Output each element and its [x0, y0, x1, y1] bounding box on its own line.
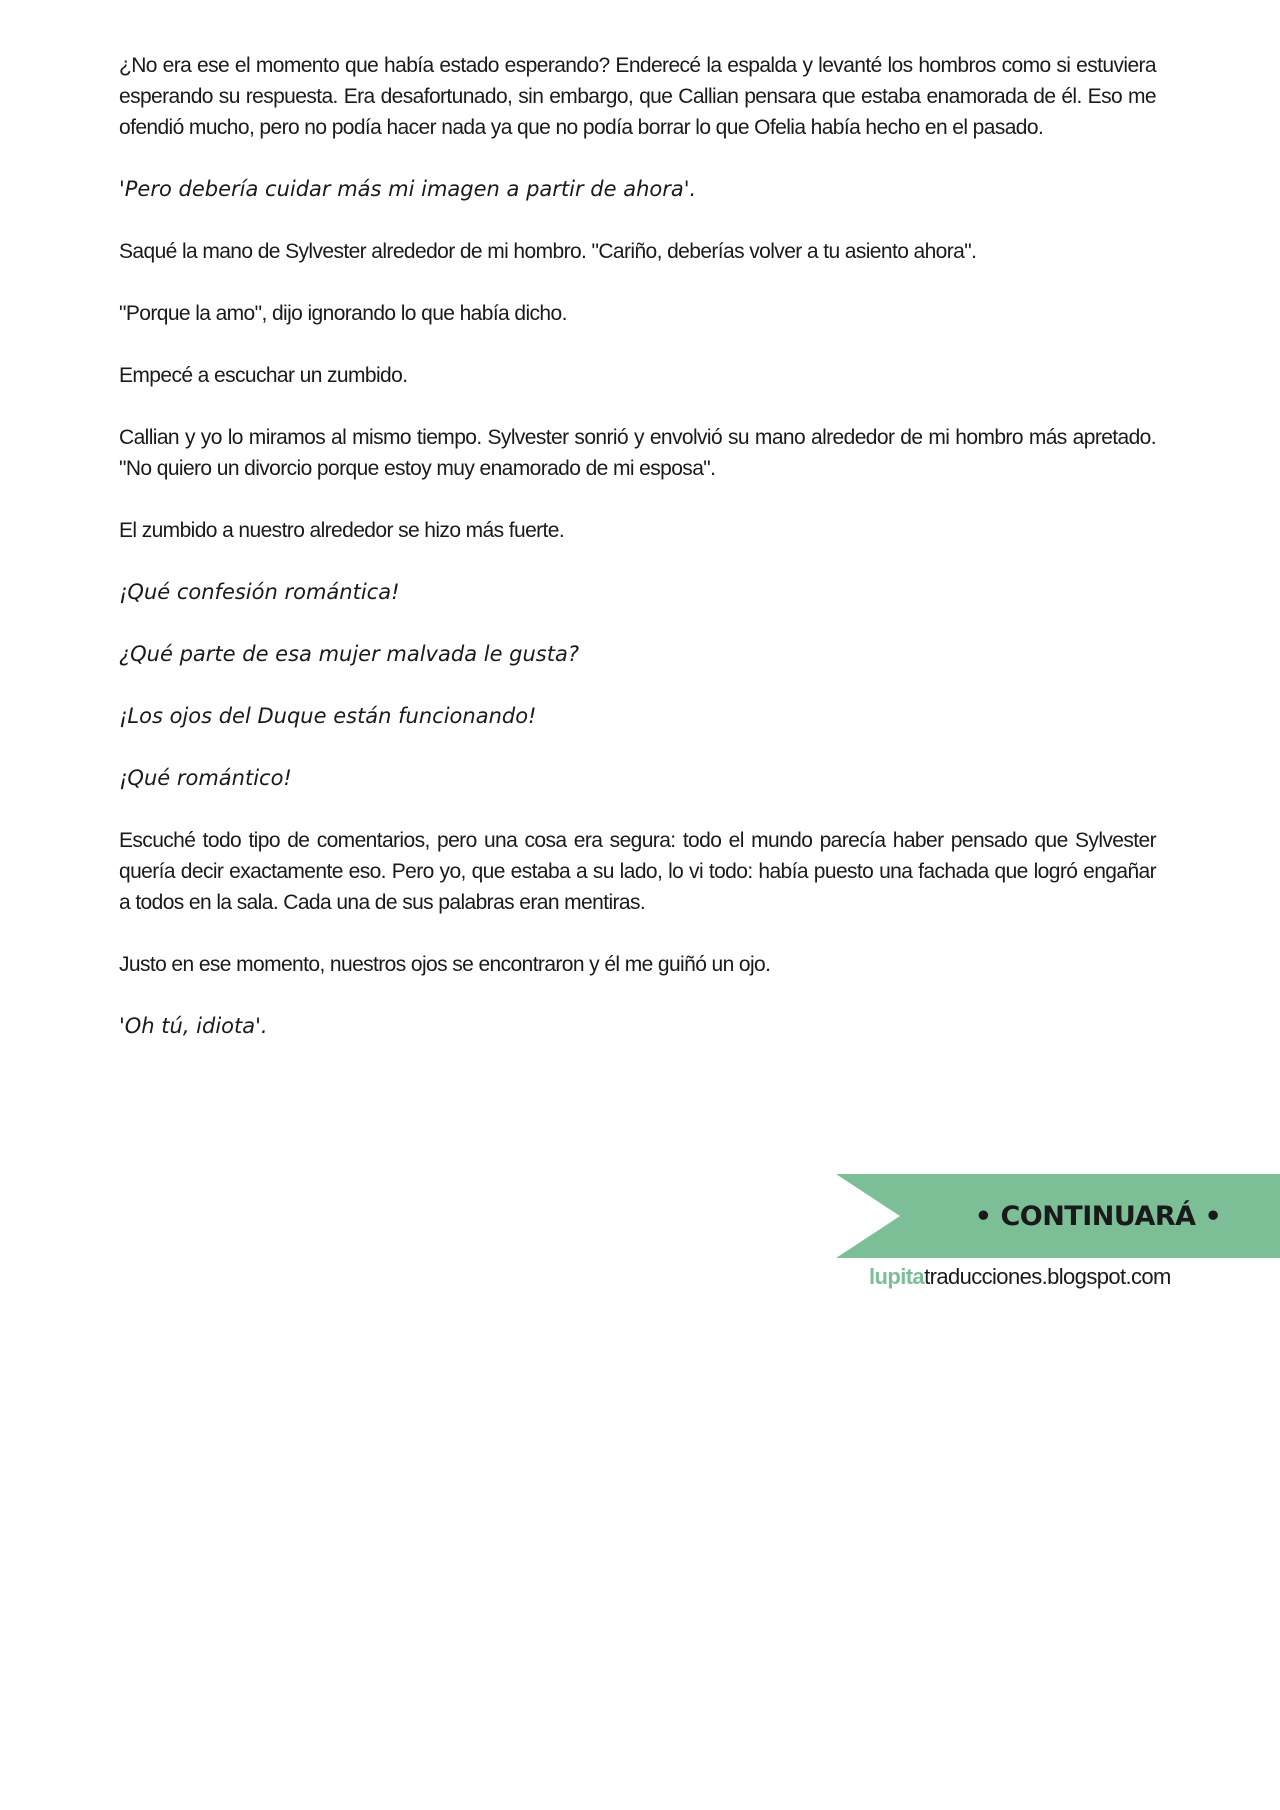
paragraph: "Porque la amo", dijo ignorando lo que había dicho. [119, 302, 567, 325]
paragraph: ¿Qué parte de esa mujer malvada le gusta? [119, 642, 579, 666]
paragraph: ¡Qué romántico! [119, 766, 292, 790]
paragraph: Callian y yo lo miramos al mismo tiempo. Sylvester sonrió y envolvió su mano alrededor de mi hombro más apretado. "No quiero un divorcio porque estoy muy enamorado de mi esposa". [119, 426, 1156, 480]
paragraph: Empecé a escuchar un zumbido. [119, 364, 408, 387]
paragraph: Justo en ese momento, nuestros ojos se encontraron y él me guiñó un ojo. [119, 953, 771, 976]
paragraph: Saqué la mano de Sylvester alrededor de mi hombro. "Cariño, deberías volver a tu asiento ahora". [119, 240, 977, 263]
paragraph: 'Oh tú, idiota'. [119, 1014, 268, 1038]
paragraph: Escuché todo tipo de comentarios, pero una cosa era segura: todo el mundo parecía haber pensado que Sylvester quería decir exactamente eso. Pero yo, que estaba a su lado, lo vi todo: había puesto una fachada que logró engañar a todos en la sala. Cada una de sus palabras eran mentiras. [119, 829, 1156, 914]
paragraph: El zumbido a nuestro alrededor se hizo más fuerte. [119, 519, 565, 542]
paragraph: ¿No era ese el momento que había estado esperando? Enderecé la espalda y levanté los hombros como si estuviera esperando su respuesta. Era desafortunado, sin embargo, que Callian pensara que estaba enamorada de él. Eso me ofendió mucho, pero no podía hacer nada ya que no podía borrar lo que Ofelia había hecho en el pasado. [119, 54, 1156, 139]
blog-brand: lupita [869, 1264, 925, 1289]
continue-banner [836, 1174, 1280, 1258]
chapter-text [119, 50, 1156, 1073]
banner-label: • CONTINUARÁ • [974, 1200, 1222, 1232]
paragraph: 'Pero debería cuidar más mi imagen a partir de ahora'. [119, 177, 697, 201]
blog-url[interactable] [869, 1262, 1171, 1292]
blog-domain: traducciones.blogspot.com [924, 1264, 1171, 1289]
paragraph: ¡Qué confesión romántica! [119, 580, 400, 604]
paragraph: ¡Los ojos del Duque están funcionando! [119, 704, 537, 728]
